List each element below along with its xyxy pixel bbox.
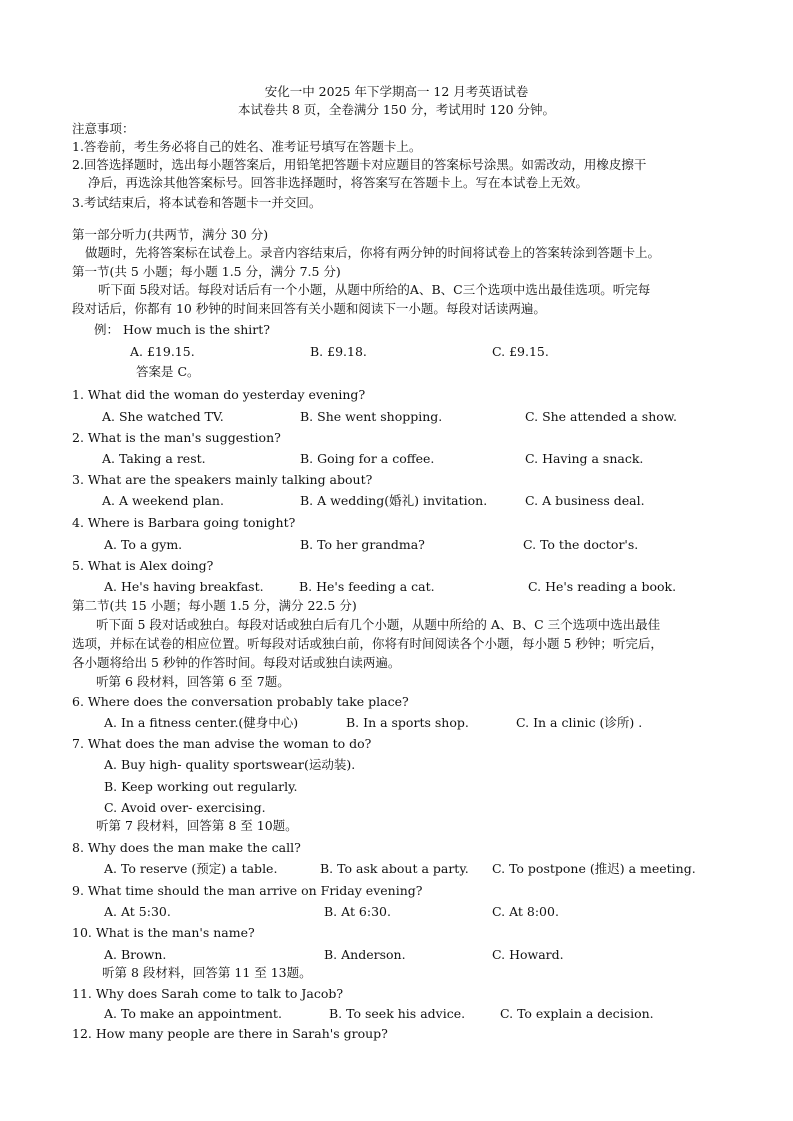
note-3: 3.考试结束后，将本试卷和答题卡一并交回。: [72, 195, 322, 210]
question-7: 7. What does the man advise the woman to do?: [72, 736, 372, 751]
material-8-note: 听第 8 段材料，回答第 11 至 13题。: [102, 965, 312, 980]
q8-option-b: B. To ask about a party.: [320, 861, 469, 876]
q7-option-c: C. Avoid over- exercising.: [104, 800, 266, 815]
q8-option-a: A. To reserve (预定) a table.: [104, 861, 278, 876]
question-8: 8. Why does the man make the call?: [72, 840, 301, 855]
example-option-a: A. £19.15.: [130, 344, 195, 359]
q10-option-c: C. Howard.: [492, 947, 564, 962]
q2-option-c: C. Having a snack.: [525, 451, 644, 466]
section1-instruction-1: 听下面 5段对话。每段对话后有一个小题，从题中所给的A、B、C三个选项中选出最佳选项。听完每: [98, 282, 651, 297]
question-5: 5. What is Alex doing?: [72, 558, 214, 573]
question-9: 9. What time should the man arrive on Friday evening?: [72, 883, 423, 898]
q3-option-a: A. A weekend plan.: [102, 493, 224, 508]
material-7-note: 听第 7 段材料，回答第 8 至 10题。: [96, 818, 298, 833]
q6-option-c: C. In a clinic (诊所) .: [516, 715, 643, 730]
notes-heading: 注意事项：: [72, 121, 135, 136]
q10-option-b: B. Anderson.: [324, 947, 406, 962]
q3-option-c: C. A business deal.: [525, 493, 645, 508]
question-1: 1. What did the woman do yesterday evening?: [72, 387, 366, 402]
question-4: 4. Where is Barbara going tonight?: [72, 515, 296, 530]
q10-option-a: A. Brown.: [104, 947, 167, 962]
exam-title: 安化一中 2025 年下学期高一 12 月考英语试卷: [264, 84, 529, 99]
q2-option-b: B. Going for a coffee.: [300, 451, 435, 466]
section2-instruction-1: 听下面 5 段对话或独白。每段对话或独白后有几个小题，从题中所给的 A、B、C 三个选项中选出最佳: [96, 617, 661, 632]
q1-option-a: A. She watched TV.: [102, 409, 224, 424]
q5-option-c: C. He's reading a book.: [528, 579, 677, 594]
section1-heading: 第一节(共 5 小题；每小题 1.5 分，满分 7.5 分): [72, 264, 341, 279]
q7-option-a: A. Buy high- quality sportswear(运动装).: [104, 757, 356, 772]
q9-option-a: A. At 5:30.: [104, 904, 171, 919]
q6-option-b: B. In a sports shop.: [346, 715, 469, 730]
q9-option-c: C. At 8:00.: [492, 904, 559, 919]
q11-option-a: A. To make an appointment.: [104, 1006, 282, 1021]
example-answer: 答案是 C。: [136, 364, 200, 379]
question-2: 2. What is the man's suggestion?: [72, 430, 281, 445]
note-1: 1.答卷前，考生务必将自己的姓名、准考证号填写在答题卡上。: [72, 139, 422, 154]
q8-option-c: C. To postpone (推迟) a meeting.: [492, 861, 696, 876]
note-2-cont: 净后，再选涂其他答案标号。回答非选择题时，将答案写在答题卡上。写在本试卷上无效。: [88, 175, 589, 190]
q6-option-a: A. In a fitness center.(健身中心): [104, 715, 299, 730]
q7-option-b: B. Keep working out regularly.: [104, 779, 298, 794]
section2-instruction-2: 选项，并标在试卷的相应位置。听每段对话或独白前，你将有时间阅读各个小题，每小题 5 秒钟；听完后，: [72, 636, 663, 651]
q1-option-c: C. She attended a show.: [525, 409, 677, 424]
question-10: 10. What is the man's name?: [72, 925, 255, 940]
example-option-c: C. £9.15.: [492, 344, 549, 359]
q11-option-b: B. To seek his advice.: [329, 1006, 466, 1021]
q5-option-b: B. He's feeding a cat.: [299, 579, 435, 594]
question-12: 12. How many people are there in Sarah's group?: [72, 1026, 388, 1041]
question-3: 3. What are the speakers mainly talking about?: [72, 472, 373, 487]
part1-heading: 第一部分听力(共两节，满分 30 分): [72, 227, 269, 242]
part1-instruction: 做题时，先将答案标在试卷上。录音内容结束后，你将有两分钟的时间将试卷上的答案转涂到答题卡上。: [85, 245, 661, 260]
q4-option-a: A. To a gym.: [104, 537, 183, 552]
example-option-b: B. £9.18.: [310, 344, 367, 359]
q2-option-a: A. Taking a rest.: [102, 451, 206, 466]
q9-option-b: B. At 6:30.: [324, 904, 391, 919]
section2-heading: 第二节(共 15 小题；每小题 1.5 分，满分 22.5 分): [72, 598, 357, 613]
q4-option-b: B. To her grandma?: [300, 537, 425, 552]
section2-instruction-3: 各小题将给出 5 秒钟的作答时间。每段对话或独白读两遍。: [72, 655, 401, 670]
exam-subtitle: 本试卷共 8 页，全卷满分 150 分，考试用时 120 分钟。: [237, 102, 555, 117]
material-6-note: 听第 6 段材料，回答第 6 至 7题。: [96, 674, 290, 689]
example-question: 例： How much is the shirt?: [94, 322, 270, 337]
q3-option-b: B. A wedding(婚礼) invitation.: [300, 493, 488, 508]
q4-option-c: C. To the doctor's.: [523, 537, 639, 552]
section1-instruction-2: 段对话后，你都有 10 秒钟的时间来回答有关小题和阅读下一小题。每段对话读两遍。: [72, 301, 546, 316]
q5-option-a: A. He's having breakfast.: [104, 579, 264, 594]
question-6: 6. Where does the conversation probably take place?: [72, 694, 409, 709]
note-2: 2.回答选择题时，选出每小题答案后，用铅笔把答题卡对应题目的答案标号涂黑。如需改动，用橡皮擦干: [72, 157, 647, 172]
q11-option-c: C. To explain a decision.: [500, 1006, 654, 1021]
q1-option-b: B. She went shopping.: [300, 409, 443, 424]
question-11: 11. Why does Sarah come to talk to Jacob?: [72, 986, 344, 1001]
